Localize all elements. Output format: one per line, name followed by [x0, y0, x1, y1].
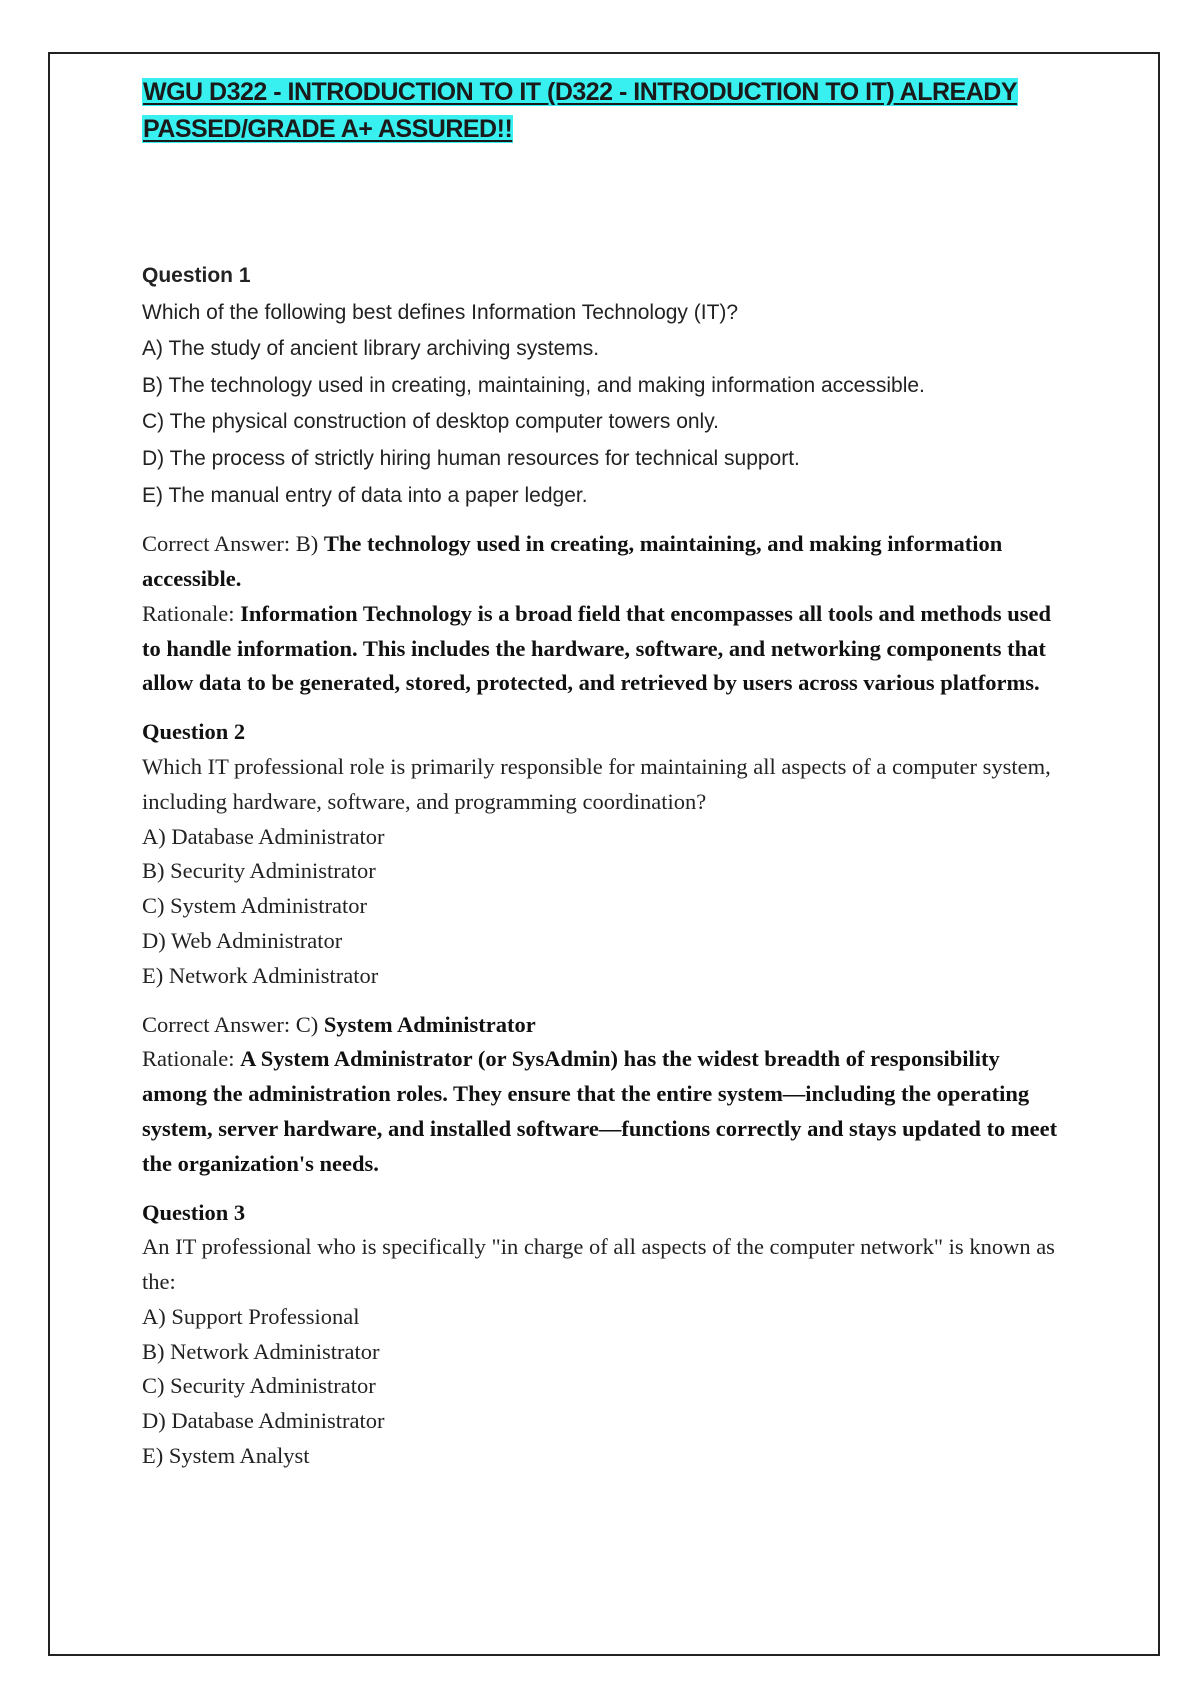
question-1-heading: Question 1 — [142, 264, 251, 287]
title-line-2: PASSED/GRADE A+ ASSURED!! — [143, 115, 513, 143]
question-1-option-e: E) The manual entry of data into a paper ledger. — [142, 483, 588, 507]
question-1-rationale — [142, 597, 1062, 701]
answer-text: System Administrator — [323, 1011, 536, 1037]
question-3-option-b: B) Network Administrator — [142, 1338, 380, 1364]
question-2-option-e: E) Network Administrator — [142, 962, 379, 988]
question-2-correct-answer — [142, 1008, 1062, 1043]
question-1-option-a: A) The study of ancient library archiving systems. — [142, 337, 600, 361]
question-1-solution — [142, 527, 1062, 701]
question-1-option-d: D) The process of strictly hiring human resources for technical support. — [142, 446, 800, 470]
question-2-option-c: C) System Administrator — [142, 893, 367, 919]
question-3-heading: Question 3 — [142, 1199, 246, 1225]
question-1-option-c: C) The physical construction of desktop computer towers only. — [142, 410, 719, 434]
question-2-option-a: A) Database Administrator — [142, 823, 385, 849]
question-1-option-b: B) The technology used in creating, maintaining, and making information accessible. — [142, 373, 925, 397]
question-2-solution — [142, 1008, 1062, 1182]
answer-label: Correct Answer: C) — [142, 1011, 324, 1037]
document-title — [142, 74, 1062, 148]
question-2-prompt: Which IT professional role is primarily responsible for maintaining all aspects of a computer system, including hardware, software, and programming coordination? — [142, 753, 1051, 814]
question-1 — [142, 258, 1062, 514]
rationale-text: Information Technology is a broad field that encompasses all tools and methods used to handle information. This includes the hardware, software, and networking components that allow data to be generated, stored, protected, and retrieved by users across various platforms. — [142, 600, 1052, 696]
question-1-correct-answer — [142, 527, 1062, 597]
question-2-heading: Question 2 — [142, 719, 246, 745]
question-3-option-c: C) Security Administrator — [142, 1373, 376, 1399]
rationale-text: A System Administrator (or SysAdmin) has the widest breadth of responsibility among the administration roles. They ensure that the entire system—including the operating system, server hardware, and installed software—functions correctly and stays updated to meet the organization's needs. — [142, 1046, 1058, 1176]
question-3-option-d: D) Database Administrator — [142, 1408, 385, 1434]
document-body — [142, 74, 1062, 1474]
question-3-option-e: E) System Analyst — [142, 1443, 310, 1469]
title-line-1: WGU D322 - INTRODUCTION TO IT (D322 - INTRODUCTION TO IT) ALREADY — [143, 78, 1018, 106]
question-3-prompt: An IT professional who is specifically "in charge of all aspects of the computer network" is known as the: — [142, 1234, 1055, 1295]
question-2-option-d: D) Web Administrator — [142, 927, 343, 953]
question-2 — [142, 715, 1062, 993]
question-1-prompt: Which of the following best defines Information Technology (IT)? — [142, 300, 739, 324]
question-3 — [142, 1196, 1062, 1474]
answer-text: The technology used in creating, maintaining, and making information accessible. — [142, 531, 1003, 591]
answer-label: Correct Answer: B) — [142, 531, 324, 557]
question-2-rationale — [142, 1042, 1062, 1181]
question-3-option-a: A) Support Professional — [142, 1303, 360, 1329]
rationale-label: Rationale: — [142, 1046, 241, 1072]
rationale-label: Rationale: — [142, 600, 241, 626]
question-2-option-b: B) Security Administrator — [142, 858, 376, 884]
